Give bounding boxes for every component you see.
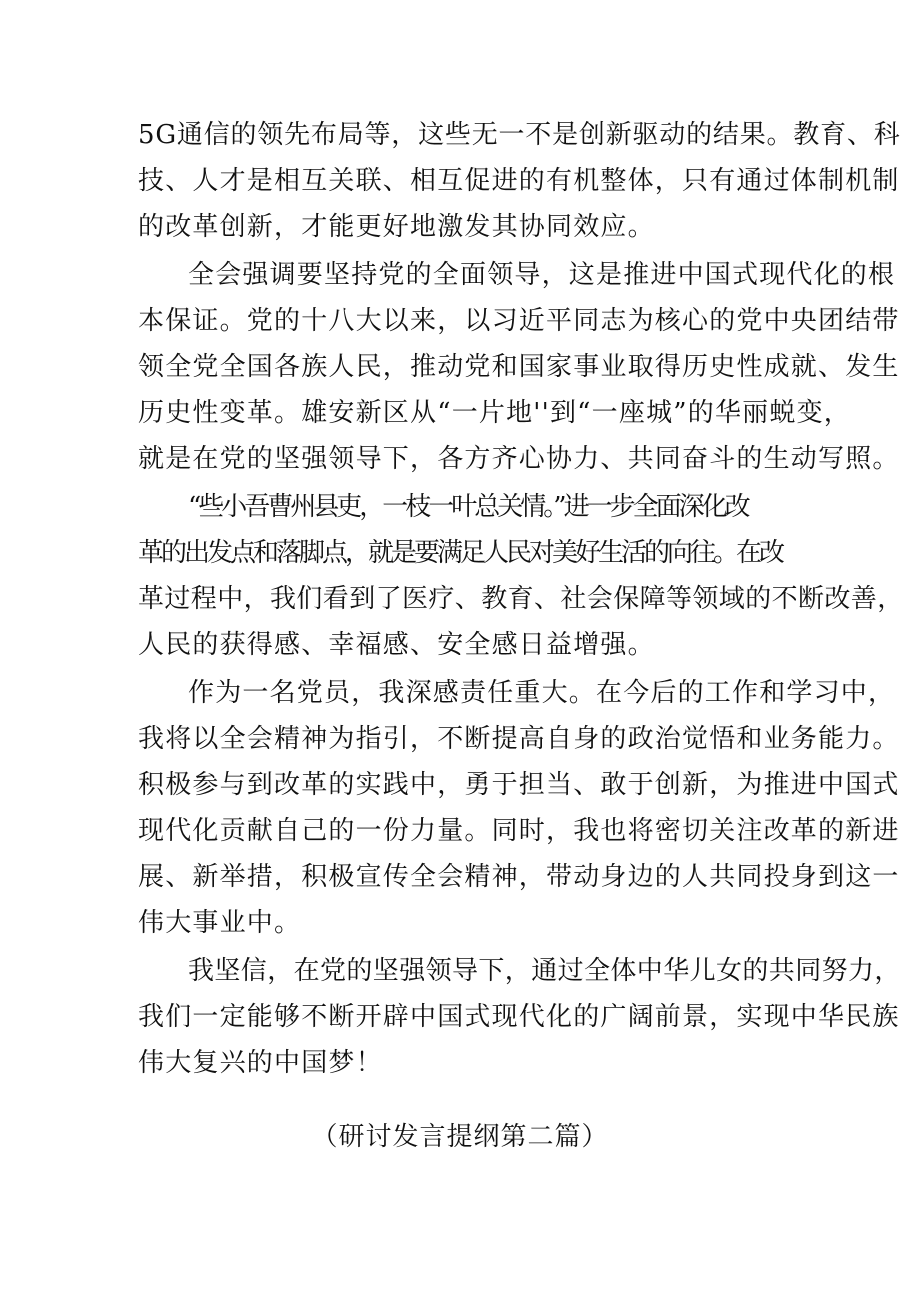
paragraph-2 [138,252,900,482]
text-line: 积极参与到改革的实践中，勇于担当、敢于创新，为推进中国式 [138,770,900,800]
text-line: 革过程中，我们看到了医疗、教育、社会保障等领域的不断改善， [138,584,904,614]
text-line: 全会强调要坚持党的全面领导，这是推进中国式现代化的根 [188,260,896,290]
text-line: 我们一定能够不断开辟中国式现代化的广阔前景，实现中华民族 [138,1002,900,1032]
text-line: 技、人才是相互关联、相互促进的有机整体，只有通过体制机制 [138,166,900,196]
text-line: “些小吾曹州县吏，一枝一叶总关情。”进一步全面深化改 [188,492,748,522]
text-line: 历史性变革。雄安新区从“一片地''到“一座城”的华丽蜕变， [138,398,851,428]
text-line: 作为一名党员，我深感责任重大。在今后的工作和学习中， [188,678,896,708]
section-heading: （研讨发言提纲第二篇） [311,1122,609,1152]
text-line: 的改革创新，才能更好地激发其协同效应。 [138,212,655,242]
text-line: 领全党全国各族人民，推动党和国家事业取得历史性成就、发生 [138,352,900,382]
text-line: 伟大事业中。 [138,908,302,938]
text-line: 伟大复兴的中国梦！ [138,1048,383,1078]
text-line: 5G通信的领先布局等，这些无一不是创新驱动的结果。教育、科 [138,120,901,150]
text-line: 现代化贡献自己的一份力量。同时，我也将密切关注改革的新进 [138,816,900,846]
text-line: 革的出发点和落脚点，就是要满足人民对美好生活的向往。在改 [138,538,783,568]
paragraph-3 [138,484,904,668]
text-line: 我将以全会精神为指引，不断提高自身的政治觉悟和业务能力。 [138,724,900,754]
paragraph-4 [138,670,900,946]
text-line: 我坚信，在党的坚强领导下，通过全体中华儿女的共同努力， [188,956,901,986]
paragraph-5 [138,948,901,1086]
paragraph-1 [138,112,901,250]
text-line: 就是在党的坚强领导下，各方齐心协力、共同奋斗的生动写照。 [138,444,900,474]
text-line: 人民的获得感、幸福感、安全感日益增强。 [138,630,655,660]
text-line: 本保证。党的十八大以来，以习近平同志为核心的党中央团结带 [138,306,900,336]
text-line: 展、新举措，积极宣传全会精神，带动身边的人共同投身到这一 [138,862,900,892]
